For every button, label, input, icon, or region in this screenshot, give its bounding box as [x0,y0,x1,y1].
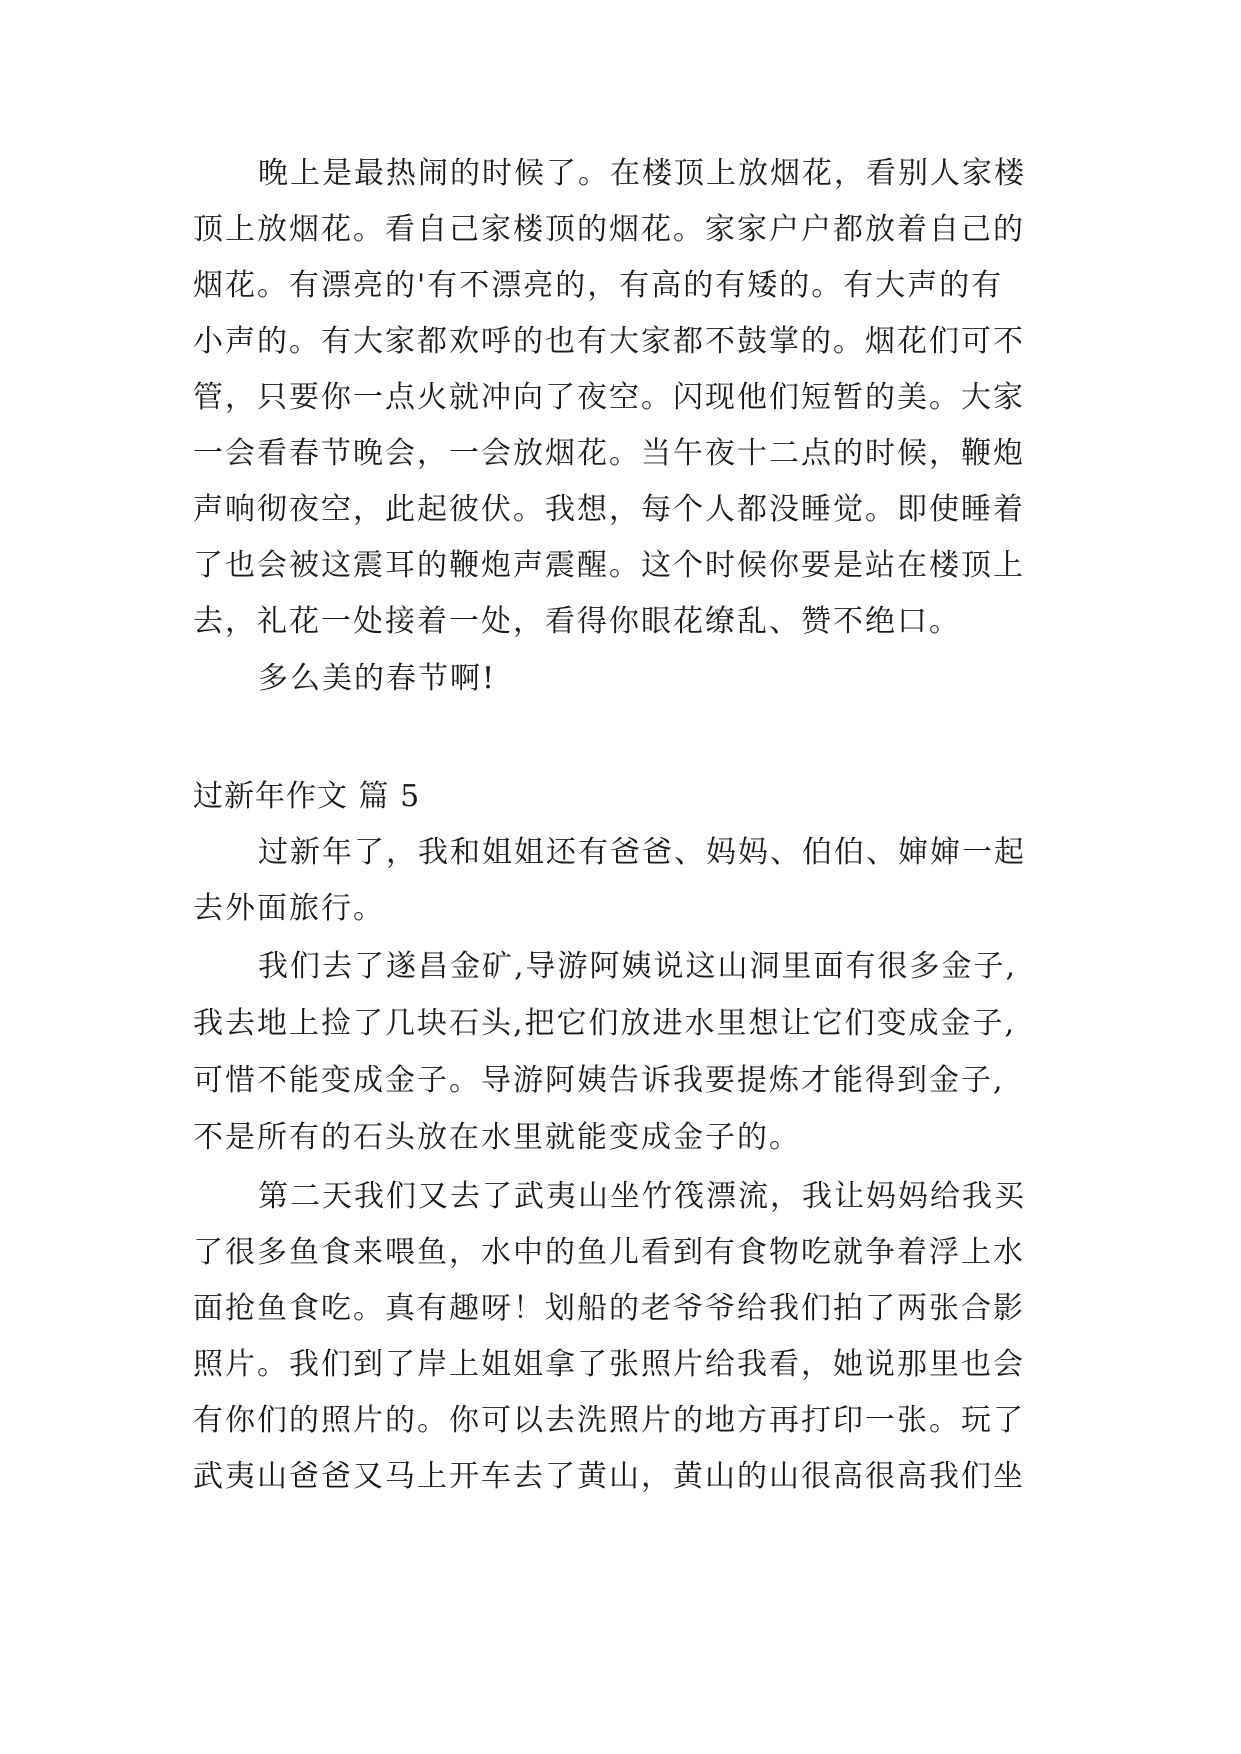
text-line: 去，礼花一处接着一处，看得你眼花缭乱、赞不绝口。 [193,604,961,639]
text-line: 声响彻夜空，此起彼伏。我想，每个人都没睡觉。即使睡着 [193,492,1025,527]
text-line: 过新年了，我和姐姐还有爸爸、妈妈、伯伯、婶婶一起 [258,835,1026,870]
text-line: 管，只要你一点火就冲向了夜空。闪现他们短暂的美。大家 [193,380,1025,415]
text-line: 了也会被这震耳的鞭炮声震醒。这个时候你要是站在楼顶上 [193,548,1025,583]
text-line: 照片。我们到了岸上姐姐拿了张照片给我看，她说那里也会 [193,1347,1025,1382]
text-line: 可惜不能变成金子。导游阿姨告诉我要提炼才能得到金子, [193,1063,1005,1098]
text-line: 一会看春节晚会，一会放烟花。当午夜十二点的时候，鞭炮 [193,436,1025,471]
text-line: 去外面旅行。 [193,891,385,926]
text-line: 晚上是最热闹的时候了。在楼顶上放烟花，看别人家楼 [258,156,1026,191]
text-line: 多么美的春节啊! [258,661,497,696]
section-heading: 过新年作文 篇 5 [193,779,421,814]
text-line: 不是所有的石头放在水里就能变成金子的。 [193,1120,801,1155]
text-line: 我们去了遂昌金矿,导游阿姨说这山洞里面有很多金子, [258,949,1018,984]
text-line: 面抢鱼食吃。真有趣呀！划船的老爷爷给我们拍了两张合影 [193,1291,1025,1326]
text-line: 第二天我们又去了武夷山坐竹筏漂流，我让妈妈给我买 [258,1179,1026,1214]
text-line: 武夷山爸爸又马上开车去了黄山，黄山的山很高很高我们坐 [193,1459,1025,1494]
text-line: 了很多鱼食来喂鱼，水中的鱼儿看到有食物吃就争着浮上水 [193,1235,1025,1270]
text-line: 烟花。有漂亮的'有不漂亮的，有高的有矮的。有大声的有 [193,268,1004,303]
text-line: 有你们的照片的。你可以去洗照片的地方再打印一张。玩了 [193,1403,1025,1438]
text-line: 顶上放烟花。看自己家楼顶的烟花。家家户户都放着自己的 [193,212,1025,247]
text-line: 小声的。有大家都欢呼的也有大家都不鼓掌的。烟花们可不 [193,324,1025,359]
text-line: 我去地上捡了几块石头,把它们放进水里想让它们变成金子, [193,1006,1017,1041]
